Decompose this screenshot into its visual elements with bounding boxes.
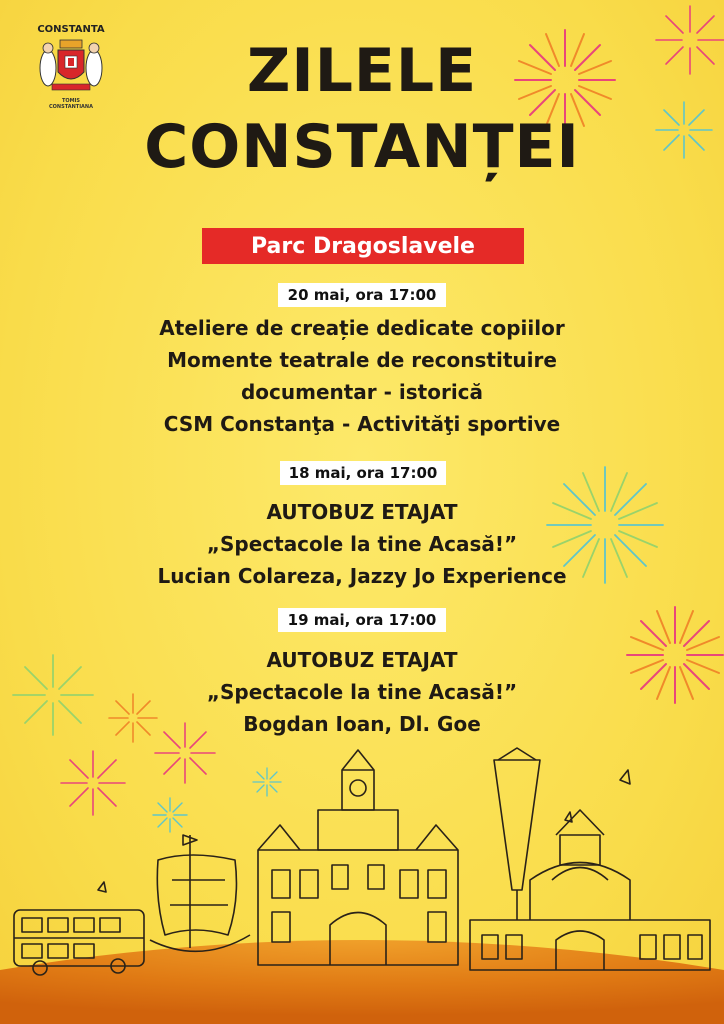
event-line: Momente teatrale de reconstituire	[167, 348, 557, 372]
event-details	[0, 496, 724, 592]
event-date-badge: 18 mai, ora 17:00	[280, 461, 446, 485]
bird-icon	[98, 882, 106, 892]
tower-monument-icon	[494, 748, 540, 920]
casino-building-icon	[470, 810, 710, 970]
logo-bottom-line-2: CONSTANTIANA	[49, 104, 93, 110]
event-details	[0, 312, 724, 440]
double-decker-bus-icon	[14, 910, 144, 975]
city-skyline-illustration	[0, 740, 724, 1024]
event-line: „Spectacole la tine Acasă!”	[206, 532, 518, 556]
event-line: Ateliere de creație dedicate copiilor	[159, 316, 565, 340]
event-line: Lucian Colareza, Jazzy Jo Experience	[157, 564, 567, 588]
event-line: AUTOBUZ ETAJAT	[266, 648, 458, 672]
poster-title-line-1: ZILELE	[246, 36, 478, 106]
ground-hill	[0, 940, 724, 1024]
logo-top-text: CONSTANTA	[37, 24, 105, 35]
event-details	[0, 644, 724, 740]
event-line: „Spectacole la tine Acasă!”	[206, 680, 518, 704]
bird-icon	[620, 770, 630, 784]
venue-banner: Parc Dragoslavele	[202, 228, 524, 264]
event-date-badge: 20 mai, ora 17:00	[278, 283, 446, 307]
event-line: documentar - istorică	[240, 380, 484, 404]
event-line: AUTOBUZ ETAJAT	[266, 500, 458, 524]
bird-icon	[565, 812, 572, 822]
event-date-badge: 19 mai, ora 17:00	[278, 608, 446, 632]
event-line: Bogdan Ioan, Dl. Goe	[243, 712, 481, 736]
city-hall-building-icon	[258, 750, 458, 965]
poster-title-line-2: CONSTANȚEI	[144, 112, 580, 182]
logo-bottom-line-1: TOMIS	[61, 98, 81, 104]
event-line: CSM Constanţa - Activităţi sportive	[163, 412, 561, 436]
sailing-ship-icon	[150, 835, 250, 951]
